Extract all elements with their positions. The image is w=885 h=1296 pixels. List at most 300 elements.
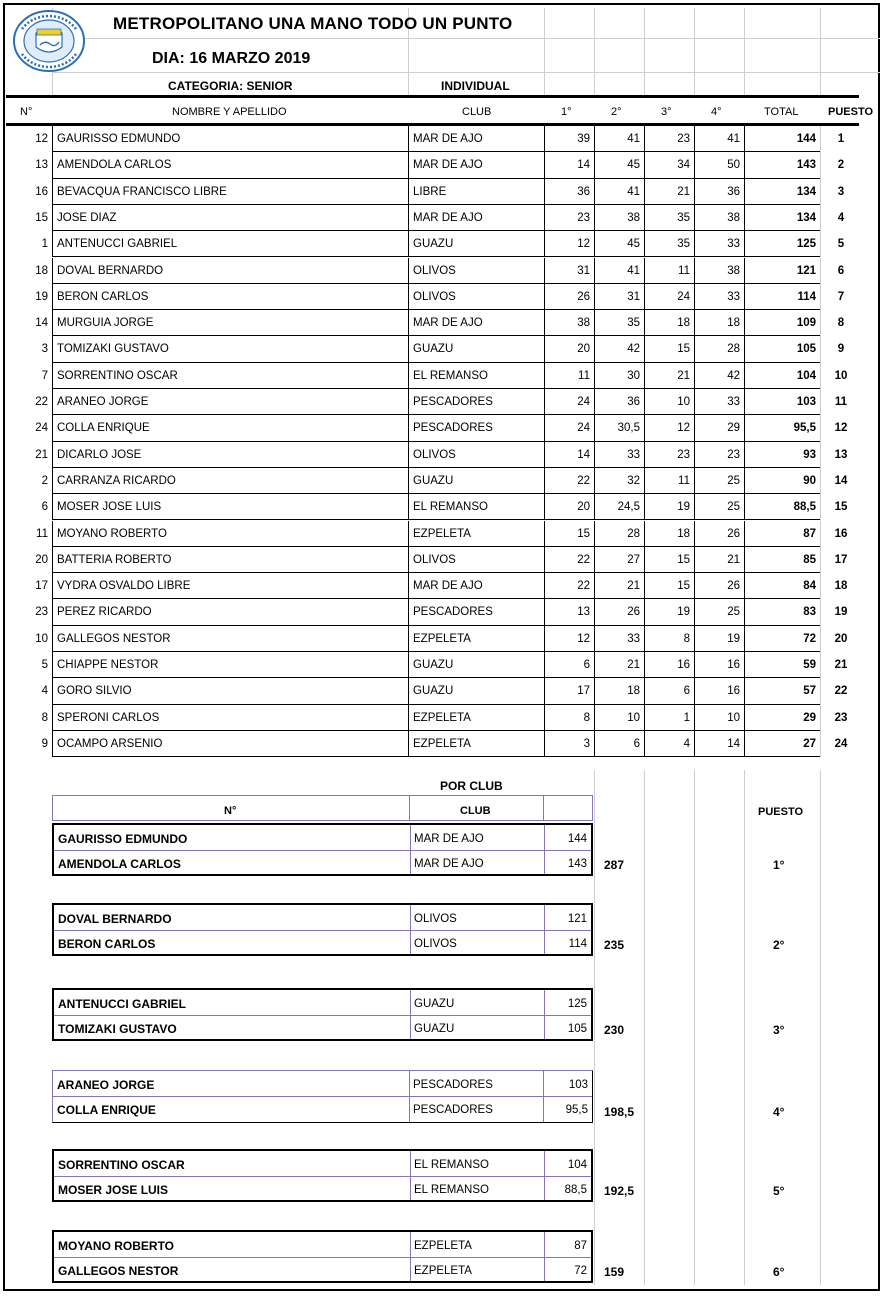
cell-club: GUAZU	[413, 659, 454, 671]
cell-total: 57	[803, 685, 816, 698]
table-row	[0, 126, 880, 152]
column-divider	[52, 494, 53, 520]
team-player-score: 87	[574, 1240, 587, 1252]
cell-r4: 41	[727, 133, 740, 145]
column-divider	[52, 678, 53, 704]
column-divider	[644, 731, 645, 757]
column-divider	[594, 626, 595, 652]
cell-club: PESCADORES	[413, 396, 493, 408]
column-divider	[820, 415, 821, 441]
column-divider	[408, 152, 409, 178]
col-header-num: N°	[20, 106, 33, 118]
column-divider	[544, 547, 545, 573]
column-divider	[820, 626, 821, 652]
cell-r2: 10	[627, 711, 640, 724]
cell-pos: 14	[834, 474, 848, 487]
column-divider	[744, 415, 745, 441]
column-divider	[644, 284, 645, 310]
cell-club: EL REMANSO	[413, 501, 488, 514]
cell-name: BERON CARLOS	[57, 290, 149, 303]
column-divider	[694, 573, 695, 599]
column-divider	[594, 258, 595, 284]
cell-num: 5	[41, 659, 48, 671]
cell-name: DICARLO JOSE	[57, 448, 142, 461]
column-divider	[694, 126, 695, 152]
column-divider	[52, 363, 53, 389]
column-divider	[820, 310, 821, 336]
cell-r1: 20	[577, 501, 590, 514]
cell-num: 11	[36, 527, 48, 540]
cell-name: ARANEO JORGE	[57, 396, 149, 408]
cell-r4: 33	[727, 290, 740, 303]
cell-club: PESCADORES	[413, 422, 493, 435]
cell-pos: 5	[837, 238, 845, 251]
column-divider	[820, 547, 821, 573]
cell-num: 9	[41, 737, 48, 750]
table-row	[0, 468, 880, 494]
column-divider	[408, 258, 409, 284]
column-divider	[644, 415, 645, 441]
cell-num: 2	[41, 474, 48, 487]
column-divider	[694, 678, 695, 704]
column-divider	[694, 626, 695, 652]
column-divider	[544, 521, 545, 547]
column-divider	[644, 547, 645, 573]
club-team-box	[52, 1149, 593, 1202]
column-divider	[408, 415, 409, 441]
cell-name: OCAMPO ARSENIO	[57, 737, 163, 750]
team-player-score: 88,5	[564, 1184, 587, 1196]
cell-r2: 21	[627, 580, 640, 593]
cell-club: GUAZU	[413, 238, 454, 251]
cell-name: AMENDOLA CARLOS	[57, 159, 172, 172]
club-section-title: POR CLUB	[440, 779, 503, 793]
grid-line	[820, 770, 821, 1285]
cell-r2: 45	[627, 238, 640, 251]
column-divider	[594, 152, 595, 178]
table-row	[0, 521, 880, 547]
event-date: DIA: 16 MARZO 2019	[152, 50, 311, 67]
cell-r4: 19	[727, 632, 740, 645]
cell-pos: 13	[834, 448, 848, 461]
column-divider	[594, 547, 595, 573]
cell-club: PESCADORES	[413, 606, 493, 619]
cell-r3: 12	[677, 422, 690, 435]
column-divider	[544, 126, 545, 152]
cell-num: 1	[41, 238, 48, 251]
cell-r2: 31	[627, 290, 640, 303]
table-row	[0, 205, 880, 231]
column-divider	[694, 284, 695, 310]
cell-pos: 9	[837, 343, 845, 356]
column-divider	[52, 336, 53, 362]
cell-name: GAURISSO EDMUNDO	[57, 133, 181, 145]
column-divider	[744, 126, 745, 152]
column-divider	[644, 231, 645, 257]
cell-total: 29	[803, 711, 816, 724]
cell-r2: 41	[627, 185, 640, 198]
column-divider	[744, 626, 745, 652]
column-divider	[820, 179, 821, 205]
team-player-score: 105	[567, 1023, 587, 1035]
column-divider	[52, 389, 53, 415]
column-divider	[820, 389, 821, 415]
column-divider	[644, 521, 645, 547]
row-rule	[52, 756, 820, 757]
team-position: 1°	[773, 858, 785, 872]
column-divider	[694, 336, 695, 362]
cell-r1: 15	[577, 527, 590, 540]
cell-pos: 11	[834, 396, 848, 408]
column-divider	[52, 468, 53, 494]
cell-num: 4	[41, 685, 48, 698]
cell-club: MAR DE AJO	[413, 133, 483, 145]
cell-name: GORO SILVIO	[57, 685, 132, 698]
column-divider	[544, 626, 545, 652]
cell-total: 27	[803, 737, 816, 750]
cell-r1: 31	[577, 264, 590, 277]
column-divider	[52, 179, 53, 205]
cell-total: 93	[803, 448, 816, 461]
column-divider	[820, 599, 821, 625]
table-row	[0, 152, 880, 178]
cell-pos: 21	[834, 659, 848, 671]
column-divider	[820, 152, 821, 178]
cell-total: 144	[796, 133, 816, 145]
cell-r4: 16	[727, 659, 740, 671]
column-divider	[744, 336, 745, 362]
table-row	[0, 231, 880, 257]
column-divider	[820, 573, 821, 599]
column-divider	[644, 336, 645, 362]
column-divider	[408, 126, 409, 152]
cell-r2: 28	[627, 527, 640, 540]
club-team-box	[52, 823, 593, 876]
header-rule	[6, 95, 859, 98]
cell-r3: 19	[677, 606, 690, 619]
column-divider	[694, 389, 695, 415]
team-player-name: MOSER JOSE LUIS	[58, 1183, 169, 1197]
column-divider	[408, 678, 409, 704]
column-divider	[544, 705, 545, 731]
cell-total: 87	[803, 527, 816, 540]
team-position: 3°	[773, 1023, 785, 1037]
cell-pos: 2	[837, 159, 845, 172]
table-row	[0, 415, 880, 441]
column-divider	[644, 310, 645, 336]
column-divider	[694, 468, 695, 494]
column-divider	[694, 205, 695, 231]
club-team-box	[52, 988, 593, 1041]
column-divider	[594, 731, 595, 757]
cell-club: LIBRE	[413, 185, 447, 198]
column-divider	[644, 389, 645, 415]
column-divider	[744, 231, 745, 257]
column-divider	[408, 179, 409, 205]
table-row	[0, 494, 880, 520]
cell-r2: 41	[627, 264, 640, 277]
column-divider	[744, 179, 745, 205]
column-divider	[52, 599, 53, 625]
cell-total: 83	[803, 606, 816, 619]
cell-r4: 42	[727, 369, 740, 382]
column-divider	[694, 310, 695, 336]
cell-r2: 36	[627, 396, 640, 408]
column-divider	[408, 494, 409, 520]
column-divider	[694, 415, 695, 441]
cell-total: 104	[796, 369, 816, 382]
col-header-position: PUESTO	[828, 106, 874, 118]
column-divider	[52, 205, 53, 231]
column-divider	[544, 652, 545, 678]
team-player-name: ARANEO JORGE	[57, 1078, 155, 1092]
team-player-score: 125	[567, 998, 587, 1010]
cell-r3: 19	[677, 501, 690, 514]
team-position: 4°	[773, 1105, 785, 1119]
column-divider	[820, 678, 821, 704]
cell-num: 22	[35, 396, 48, 408]
cell-r2: 21	[627, 659, 640, 671]
team-player-score: 121	[567, 913, 587, 925]
column-divider	[408, 705, 409, 731]
cell-r4: 38	[727, 211, 740, 224]
team-player-club: EL REMANSO	[414, 1184, 489, 1196]
column-divider	[644, 652, 645, 678]
team-player-score: 144	[567, 833, 587, 845]
cell-pos: 6	[837, 264, 845, 277]
cell-r1: 24	[577, 422, 590, 435]
column-divider	[594, 521, 595, 547]
column-divider	[52, 573, 53, 599]
grid-line	[694, 8, 695, 96]
team-player-club: MAR DE AJO	[414, 858, 484, 870]
cell-r1: 22	[577, 474, 590, 487]
column-divider	[544, 389, 545, 415]
cell-r2: 33	[627, 448, 640, 461]
cell-r3: 1	[683, 711, 690, 724]
cell-num: 15	[35, 211, 48, 224]
table-row	[0, 284, 880, 310]
column-divider	[594, 205, 595, 231]
cell-r4: 25	[727, 501, 740, 514]
cell-r3: 16	[677, 659, 690, 671]
cell-r3: 15	[677, 553, 690, 566]
column-divider	[820, 705, 821, 731]
cell-num: 20	[35, 553, 48, 566]
cell-r4: 25	[727, 606, 740, 619]
column-divider	[744, 468, 745, 494]
club-team-box	[52, 1230, 593, 1283]
grid-line	[744, 770, 745, 1285]
cell-r4: 50	[727, 159, 740, 172]
column-divider	[408, 205, 409, 231]
cell-name: SORRENTINO OSCAR	[57, 369, 178, 382]
column-divider	[544, 179, 545, 205]
column-divider	[544, 494, 545, 520]
column-divider	[744, 258, 745, 284]
column-divider	[408, 363, 409, 389]
cell-club: MAR DE AJO	[413, 159, 483, 172]
column-divider	[644, 573, 645, 599]
column-divider	[820, 126, 821, 152]
cell-name: GALLEGOS NESTOR	[57, 632, 171, 645]
cell-club: GUAZU	[413, 685, 454, 698]
cell-r3: 4	[683, 737, 690, 750]
team-player-name: ANTENUCCI GABRIEL	[58, 997, 186, 1011]
team-total: 287	[604, 858, 625, 872]
column-divider	[644, 179, 645, 205]
column-divider	[694, 494, 695, 520]
cell-num: 17	[35, 580, 48, 593]
cell-pos: 18	[834, 580, 848, 593]
table-row	[0, 599, 880, 625]
cell-name: PEREZ RICARDO	[57, 606, 152, 619]
table-row	[0, 573, 880, 599]
col-header-name: NOMBRE Y APELLIDO	[172, 106, 287, 118]
column-divider	[744, 442, 745, 468]
cell-r1: 24	[577, 396, 590, 408]
team-player-score: 72	[574, 1265, 587, 1277]
cell-num: 19	[35, 290, 48, 303]
team-player-club: EL REMANSO	[414, 1159, 489, 1171]
column-divider	[52, 415, 53, 441]
column-divider	[594, 126, 595, 152]
team-player-name: GALLEGOS NESTOR	[58, 1264, 179, 1278]
cell-club: GUAZU	[413, 343, 454, 356]
table-row	[0, 442, 880, 468]
cell-r3: 11	[678, 264, 690, 277]
table-row	[0, 363, 880, 389]
cell-club: OLIVOS	[413, 264, 456, 277]
column-divider	[52, 126, 53, 152]
cell-total: 85	[803, 553, 816, 566]
column-divider	[408, 231, 409, 257]
grid-line	[694, 770, 695, 1285]
column-divider	[408, 599, 409, 625]
cell-r2: 30,5	[617, 422, 640, 435]
column-divider	[744, 521, 745, 547]
column-divider	[644, 258, 645, 284]
column-divider	[544, 731, 545, 757]
cell-num: 7	[41, 369, 48, 382]
column-divider	[820, 363, 821, 389]
column-divider	[594, 494, 595, 520]
cell-r3: 21	[677, 185, 690, 198]
club-col-club: CLUB	[460, 805, 491, 817]
column-divider	[594, 599, 595, 625]
column-divider	[694, 652, 695, 678]
column-divider	[594, 231, 595, 257]
team-position: 6°	[773, 1265, 785, 1279]
grid-line	[52, 38, 880, 39]
cell-total: 134	[796, 185, 816, 198]
column-divider	[744, 389, 745, 415]
column-divider	[594, 442, 595, 468]
column-divider	[644, 152, 645, 178]
club-table-header	[52, 795, 593, 821]
column-divider	[408, 731, 409, 757]
team-total: 159	[604, 1265, 625, 1279]
team-player-club: OLIVOS	[414, 913, 457, 925]
column-divider	[52, 258, 53, 284]
cell-num: 14	[35, 317, 48, 330]
column-divider	[52, 652, 53, 678]
cell-pos: 23	[834, 711, 848, 724]
column-divider	[544, 468, 545, 494]
cell-r4: 23	[727, 448, 740, 461]
column-divider	[820, 521, 821, 547]
table-row	[0, 310, 880, 336]
page-title: METROPOLITANO UNA MANO TODO UN PUNTO	[113, 14, 513, 33]
column-divider	[694, 547, 695, 573]
cell-r3: 15	[677, 343, 690, 356]
column-divider	[52, 547, 53, 573]
cell-r4: 21	[727, 553, 740, 566]
cell-total: 84	[803, 580, 816, 593]
cell-num: 23	[35, 606, 48, 619]
team-player-club: EZPELETA	[414, 1265, 472, 1277]
cell-r3: 18	[677, 527, 690, 540]
grid-line	[594, 8, 595, 96]
cell-club: GUAZU	[413, 474, 454, 487]
cell-r4: 26	[727, 580, 740, 593]
team-player-name: GAURISSO EDMUNDO	[58, 832, 188, 846]
cell-total: 90	[803, 474, 816, 487]
cell-pos: 4	[837, 211, 845, 224]
column-divider	[544, 599, 545, 625]
cell-num: 8	[41, 711, 48, 724]
grid-line	[52, 72, 880, 73]
column-divider	[408, 284, 409, 310]
column-divider	[52, 731, 53, 757]
team-player-name: DOVAL BERNARDO	[58, 912, 172, 926]
cell-total: 103	[796, 396, 816, 408]
column-divider	[52, 284, 53, 310]
column-divider	[544, 336, 545, 362]
cell-r3: 21	[677, 369, 690, 382]
team-total: 192,5	[604, 1184, 635, 1198]
col-header-round3: 3°	[661, 106, 672, 118]
team-player-score: 103	[568, 1079, 588, 1091]
cell-r2: 41	[627, 133, 640, 145]
cell-r2: 26	[627, 606, 640, 619]
cell-pos: 7	[837, 290, 845, 303]
column-divider	[408, 521, 409, 547]
column-divider	[820, 652, 821, 678]
cell-r1: 17	[577, 685, 590, 698]
column-divider	[408, 652, 409, 678]
cell-pos: 22	[834, 685, 848, 698]
column-divider	[544, 258, 545, 284]
column-divider	[820, 231, 821, 257]
cell-club: EZPELETA	[413, 632, 471, 645]
cell-club: EZPELETA	[413, 737, 471, 750]
column-divider	[644, 363, 645, 389]
cell-club: OLIVOS	[413, 448, 456, 461]
team-position: 2°	[773, 938, 785, 952]
column-divider	[744, 573, 745, 599]
cell-num: 18	[35, 264, 48, 277]
cell-total: 125	[796, 238, 816, 251]
column-divider	[544, 152, 545, 178]
cell-r2: 38	[627, 211, 640, 224]
column-divider	[52, 231, 53, 257]
cell-pos: 17	[834, 553, 848, 566]
cell-pos: 24	[834, 737, 848, 750]
column-divider	[820, 731, 821, 757]
cell-r2: 32	[627, 474, 640, 487]
column-divider	[644, 494, 645, 520]
